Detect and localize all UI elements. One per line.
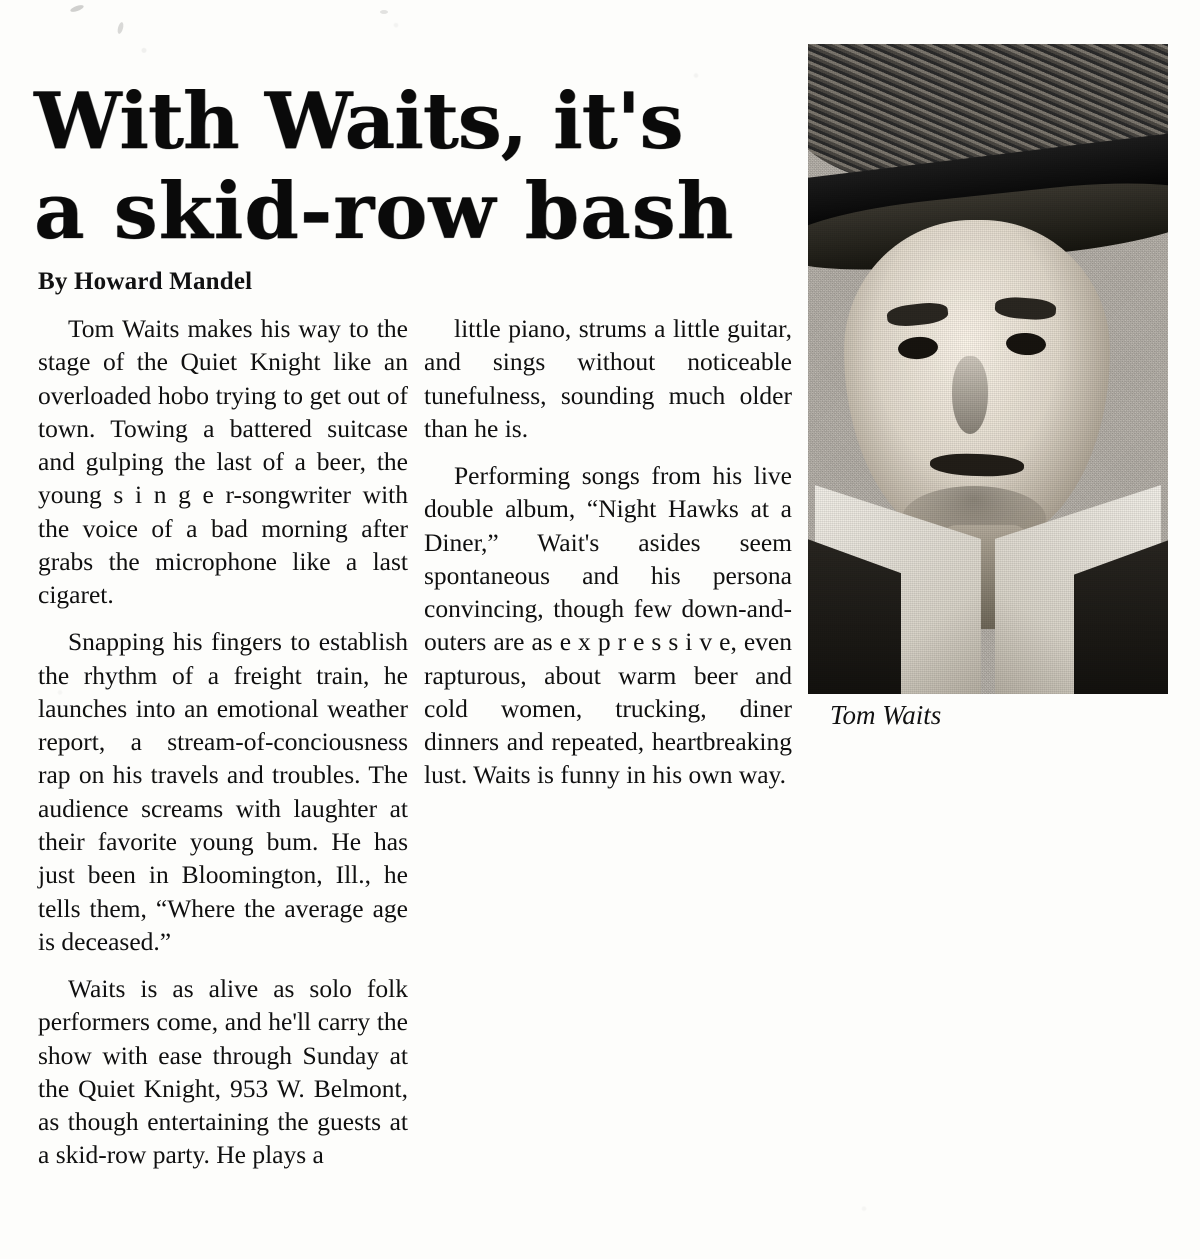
paragraph: Snapping his fingers to establish the rhythm of a freight train, he launches into an emotional weather report, a stream-of-conciousness rap on his travels and troubles. The audience screams with laughter at their favorite young bum. He has just been in Bloomington, Ill., he tells them, “Where the average age is deceased.”	[38, 627, 408, 956]
article-column-left	[38, 312, 408, 1172]
scan-smudge	[117, 22, 125, 35]
headline-line-2: a skid-row bash	[34, 166, 735, 257]
paragraph: Waits is as alive as solo folk performers come, and he'll carry the show with ease through Sunday at the Quiet Knight, 953 W. Belmont, as though entertaining the guests at a skid-row party. He plays a	[38, 974, 408, 1170]
article-headline	[34, 76, 824, 257]
scan-smudge	[70, 4, 85, 13]
scan-smudge	[380, 10, 388, 14]
halftone-grain-overlay	[808, 44, 1168, 694]
article-byline: By Howard Mandel	[38, 268, 253, 295]
paragraph: Performing songs from his live double album, “Night Hawks at a Diner,” Wait's asides seem spontaneous and his persona convincing, though few down-and-outers are as e x p r e s s i v e, even rapturous, about warm beer and cold women, trucking, diner dinners and repeated, heartbreaking lust. Waits is funny in his own way.	[424, 461, 792, 790]
headline-line-1: With Waits, it's	[34, 76, 683, 168]
halftone-portrait-image	[808, 44, 1168, 694]
paragraph: little piano, strums a little guitar, and sings without noticeable tunefulness, sounding much older than he is.	[424, 314, 792, 443]
photo-caption: Tom Waits	[830, 700, 942, 730]
paragraph: Tom Waits makes his way to the stage of the Quiet Knight like an overloaded hobo trying to get out of town. Towing a battered suitcase and gulping the last of a beer, the young s i n g e r-songwriter with the voice of a bad morning after grabs the microphone like a last cigaret.	[38, 314, 408, 610]
article-photo	[808, 44, 1168, 694]
article-column-right	[424, 312, 792, 792]
